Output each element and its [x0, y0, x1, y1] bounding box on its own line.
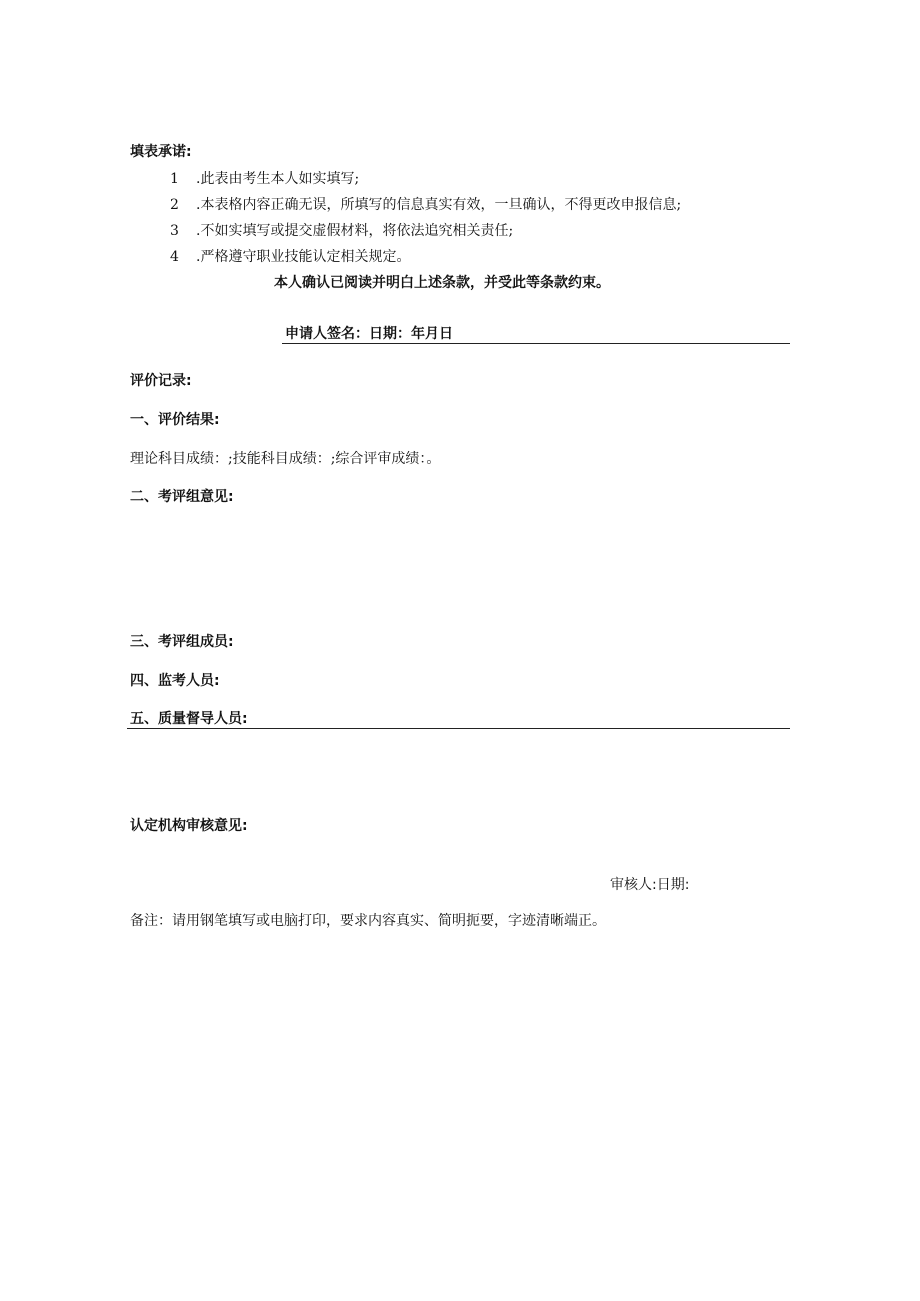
reviewer-date-line: 审核人:日期:: [610, 877, 690, 893]
opinion-heading: 二、考评组意见:: [130, 489, 234, 505]
review-heading: 认定机构审核意见:: [130, 818, 248, 834]
pledge-item-text: .严格遵守职业技能认定相关规定。: [196, 249, 411, 265]
pledge-item-2: [170, 198, 681, 212]
pledge-item-text: .此表由考生本人如实填写;: [196, 171, 360, 187]
evaluation-section-divider: [127, 728, 790, 729]
signature-underline: [282, 343, 790, 344]
pledge-item-3: [170, 224, 513, 238]
pledge-heading: 填表承诺:: [130, 144, 192, 160]
pledge-item-number: 2: [170, 197, 179, 213]
evaluation-heading: 评价记录:: [130, 373, 192, 389]
pledge-item-number: 1: [170, 171, 179, 187]
footnote: 备注：请用钢笔填写或电脑打印，要求内容真实、简明扼要，字迹清晰端正。: [130, 913, 606, 929]
pledge-item-number: 4: [170, 249, 179, 265]
pledge-item-text: .不如实填写或提交虚假材料，将依法追究相关责任;: [196, 223, 514, 239]
members-heading: 三、考评组成员:: [130, 634, 234, 650]
result-heading: 一、评价结果:: [130, 412, 220, 428]
supervisors-heading: 五、质量督导人员:: [130, 711, 248, 727]
scores-line: 理论科目成绩：;技能科目成绩：;综合评审成绩：。: [130, 451, 441, 467]
pledge-confirmation: 本人确认已阅读并明白上述条款，并受此等条款约束。: [274, 275, 610, 291]
proctors-heading: 四、监考人员:: [130, 673, 220, 689]
pledge-item-1: [170, 172, 359, 186]
pledge-item-text: .本表格内容正确无误，所填写的信息真实有效，一旦确认，不得更改申报信息;: [196, 197, 682, 213]
pledge-item-4: [170, 250, 410, 264]
pledge-item-number: 3: [170, 223, 179, 239]
applicant-signature-line: 申请人签名：日期：年月日: [285, 326, 453, 342]
